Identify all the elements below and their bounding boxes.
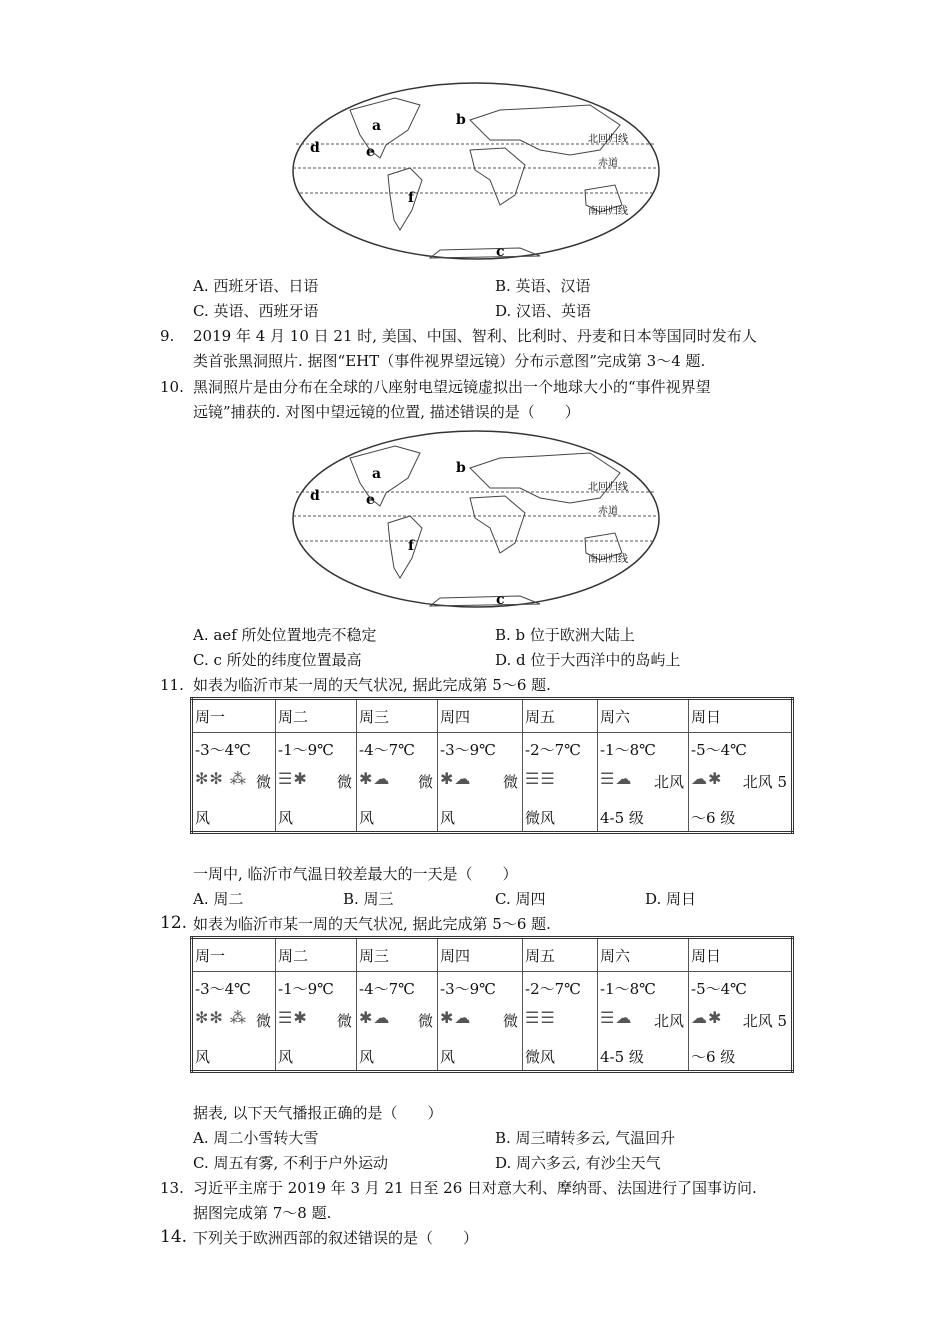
fog-icon: ☰☰ bbox=[525, 769, 556, 788]
q12-option-c: C. 周五有雾, 不利于户外运动 bbox=[193, 1154, 389, 1172]
day-header: 周六 bbox=[598, 938, 689, 972]
wind: ～6 级 bbox=[691, 809, 736, 827]
wind: 北风 bbox=[653, 773, 684, 791]
q12-number: 12. bbox=[160, 913, 188, 933]
temp: -3～4℃ bbox=[195, 741, 251, 759]
wind: 微 bbox=[417, 1012, 433, 1030]
day-header: 周二 bbox=[276, 938, 357, 972]
q10-line1: 黑洞照片是由分布在全球的八座射电望远镜虚拟出一个地球大小的“事件视界望 bbox=[193, 378, 711, 396]
q11-option-d: D. 周日 bbox=[645, 890, 697, 908]
q8-option-b: B. 英语、汉语 bbox=[495, 277, 591, 295]
q11-number: 11. bbox=[160, 676, 184, 694]
temp: -3～9℃ bbox=[440, 980, 496, 998]
temp: -1～9℃ bbox=[278, 741, 334, 759]
map-tropic-north: 北回归线 bbox=[588, 134, 628, 145]
q10-option-d: D. d 位于大西洋中的岛屿上 bbox=[495, 651, 681, 669]
map-tropic-south: 南回归线 bbox=[588, 554, 628, 565]
q11-option-a: A. 周二 bbox=[193, 890, 244, 908]
snow-cloud-icon: ✱☁ bbox=[440, 1008, 472, 1027]
wind: 风 bbox=[440, 1048, 456, 1066]
q13-number: 13. bbox=[160, 1179, 184, 1197]
q8-option-a: A. 西班牙语、日语 bbox=[193, 277, 319, 295]
day-header: 周四 bbox=[438, 938, 523, 972]
world-map-2 bbox=[290, 428, 662, 610]
map-label-d: d bbox=[310, 140, 320, 156]
fog-snow-icon: ☰✱ bbox=[278, 769, 308, 788]
q12-option-a: A. 周二小雪转大雪 bbox=[193, 1129, 319, 1147]
wind: 风 bbox=[278, 809, 294, 827]
weather-table-1 bbox=[190, 697, 794, 834]
q12-intro: 如表为临沂市某一周的天气状况, 据此完成第 5～6 题. bbox=[193, 915, 551, 933]
q12-question: 据表, 以下天气播报正确的是（ ） bbox=[193, 1104, 443, 1122]
map-label-c: c bbox=[496, 592, 505, 608]
q11-intro: 如表为临沂市某一周的天气状况, 据此完成第 5～6 题. bbox=[193, 676, 551, 694]
wind: 风 bbox=[278, 1048, 294, 1066]
wind: 4-5 级 bbox=[600, 1048, 644, 1066]
q9-line2: 类首张黑洞照片. 据图“EHT（事件视界望远镜）分布示意图”完成第 3～4 题. bbox=[193, 352, 706, 370]
map-label-e: e bbox=[366, 492, 375, 508]
day-header: 周一 bbox=[192, 938, 276, 972]
map-label-a: a bbox=[372, 466, 382, 482]
q10-number: 10. bbox=[160, 378, 184, 396]
temp: -5～4℃ bbox=[691, 980, 747, 998]
wind: 风 bbox=[359, 1048, 375, 1066]
temp: -3～4℃ bbox=[195, 980, 251, 998]
day-header: 周二 bbox=[276, 699, 357, 733]
q9-line1: 2019 年 4 月 10 日 21 时, 美国、中国、智利、比利时、丹麦和日本等国同时发布人 bbox=[193, 327, 757, 345]
q12-option-d: D. 周六多云, 有沙尘天气 bbox=[495, 1154, 661, 1172]
wind: 风 bbox=[195, 1048, 211, 1066]
q13-line2: 据图完成第 7～8 题. bbox=[193, 1204, 332, 1222]
q11-option-b: B. 周三 bbox=[343, 890, 394, 908]
day-header: 周三 bbox=[357, 938, 438, 972]
q12-option-b: B. 周三晴转多云, 气温回升 bbox=[495, 1129, 676, 1147]
temp: -1～8℃ bbox=[600, 741, 656, 759]
q14-line1: 下列关于欧洲西部的叙述错误的是（ ） bbox=[193, 1229, 479, 1247]
q11-question: 一周中, 临沂市气温日较差最大的一天是（ ） bbox=[193, 865, 518, 883]
map-label-d: d bbox=[310, 488, 320, 504]
wind: 风 bbox=[195, 809, 211, 827]
wind: 微 bbox=[336, 773, 352, 791]
fog-icon: ☰☰ bbox=[525, 1008, 556, 1027]
day-header: 周四 bbox=[438, 699, 523, 733]
day-header: 周日 bbox=[689, 699, 793, 733]
map-label-b: b bbox=[456, 112, 466, 128]
wind: 微 bbox=[255, 1012, 271, 1030]
q10-option-c: C. c 所处的纬度位置最高 bbox=[193, 651, 362, 669]
q10-option-b: B. b 位于欧洲大陆上 bbox=[495, 626, 635, 644]
wind: ～6 级 bbox=[691, 1048, 736, 1066]
day-header: 周一 bbox=[192, 699, 276, 733]
wind: 北风 bbox=[653, 1012, 684, 1030]
wind: 北风 5 bbox=[742, 1012, 787, 1030]
temp: -1～9℃ bbox=[278, 980, 334, 998]
world-map-1 bbox=[290, 80, 662, 262]
q13-line1: 习近平主席于 2019 年 3 月 21 日至 26 日对意大利、摩纳哥、法国进行了国事访问. bbox=[193, 1179, 757, 1197]
snow-cloud-icon: ✱☁ bbox=[359, 769, 391, 788]
temp: -4～7℃ bbox=[359, 741, 415, 759]
map-label-c: c bbox=[496, 244, 505, 260]
map-equator: 赤道 bbox=[598, 506, 618, 517]
snow-cloud-icon: ✱☁ bbox=[359, 1008, 391, 1027]
temp: -2～7℃ bbox=[525, 741, 581, 759]
temp: -4～7℃ bbox=[359, 980, 415, 998]
map-label-f: f bbox=[408, 538, 415, 554]
wind: 微 bbox=[502, 773, 518, 791]
cloud-snow-icon: ☁✱ bbox=[691, 769, 723, 788]
wind: 微 bbox=[255, 773, 271, 791]
fog-snow-icon: ☰✱ bbox=[278, 1008, 308, 1027]
wind: 风 bbox=[440, 809, 456, 827]
wind: 4-5 级 bbox=[600, 809, 644, 827]
map-label-e: e bbox=[366, 144, 375, 160]
map-label-b: b bbox=[456, 460, 466, 476]
day-header: 周五 bbox=[523, 699, 598, 733]
day-header: 周六 bbox=[598, 699, 689, 733]
q10-option-a: A. aef 所处位置地壳不稳定 bbox=[193, 626, 377, 644]
q10-line2: 远镜”捕获的. 对图中望远镜的位置, 描述错误的是（ ） bbox=[193, 403, 580, 421]
day-header: 周日 bbox=[689, 938, 793, 972]
fog-cloud-icon: ☰☁ bbox=[600, 769, 633, 788]
wind: 微 bbox=[417, 773, 433, 791]
wind: 微风 bbox=[525, 1048, 556, 1066]
q9-number: 9. bbox=[160, 327, 175, 345]
day-header: 周三 bbox=[357, 699, 438, 733]
q8-option-c: C. 英语、西班牙语 bbox=[193, 302, 319, 320]
fog-cloud-icon: ☰☁ bbox=[600, 1008, 633, 1027]
temp: -5～4℃ bbox=[691, 741, 747, 759]
snow-icon: ✻✻ ⁂ bbox=[195, 1008, 247, 1027]
map-tropic-north: 北回归线 bbox=[588, 482, 628, 493]
day-header: 周五 bbox=[523, 938, 598, 972]
snow-icon: ✻✻ ⁂ bbox=[195, 769, 247, 788]
map-label-a: a bbox=[372, 118, 382, 134]
snow-cloud-icon: ✱☁ bbox=[440, 769, 472, 788]
temp: -3～9℃ bbox=[440, 741, 496, 759]
wind: 北风 5 bbox=[742, 773, 787, 791]
map-equator: 赤道 bbox=[598, 158, 618, 169]
wind: 微 bbox=[336, 1012, 352, 1030]
temp: -1～8℃ bbox=[600, 980, 656, 998]
map-tropic-south: 南回归线 bbox=[588, 206, 628, 217]
cloud-snow-icon: ☁✱ bbox=[691, 1008, 723, 1027]
weather-table-2 bbox=[190, 936, 794, 1073]
q14-number: 14. bbox=[160, 1227, 188, 1247]
q8-option-d: D. 汉语、英语 bbox=[495, 302, 592, 320]
map-label-f: f bbox=[408, 190, 415, 206]
wind: 微 bbox=[502, 1012, 518, 1030]
wind: 微风 bbox=[525, 809, 556, 827]
temp: -2～7℃ bbox=[525, 980, 581, 998]
q11-option-c: C. 周四 bbox=[495, 890, 546, 908]
wind: 风 bbox=[359, 809, 375, 827]
